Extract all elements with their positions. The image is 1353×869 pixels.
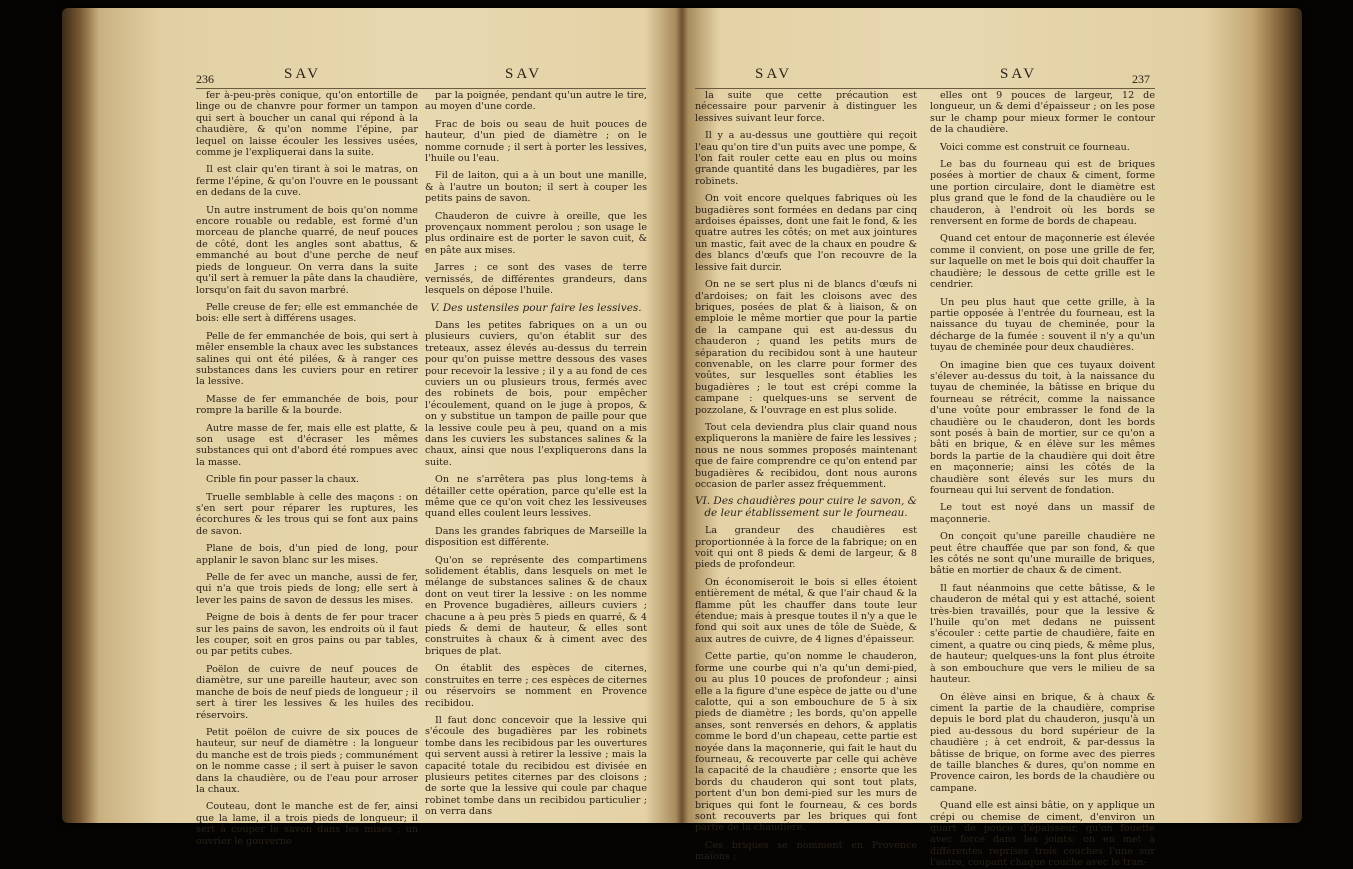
paragraph: Autre masse de fer, mais elle est platte, & son usage est d'écraser les mêmes substances qui ont d'abord été rompues avec la masse. (196, 422, 418, 468)
paragraph: Dans les petites fabriques on a un ou plusieurs cuviers, qu'on établit sur des treteaux, assez élevés au-dessus du terrein pour qu'on puisse mettre dessous des vases pour recevoir la lessive ; il y a au fond de ces cuviers un ou plusieurs trous, fermés avec des robinets de bois, pour empêcher l'écoulement, quand on le juge à propos, & on y substitue un tampon de paille pour que la lessive coule peu à peu, quand on a mis dans les cuviers les substances salines & la chaux, ainsi que nous l'expliquerons dans la suite. (425, 319, 647, 468)
paragraph: la suite que cette précaution est nécessaire pour parvenir à distinguer les lessives suivant leur force. (695, 90, 917, 124)
paragraph: On établit des espèces de citernes, construites en terre ; ces espèces de citernes ou réservoirs se nomment en Provence recibidou. (425, 663, 647, 709)
right-header-right: SAV (1000, 66, 1038, 82)
paragraph: On économiseroit le bois si elles étoient entièrement de métal, & que l'air chaud & la flamme pût les chauffer dans toute leur étendue; mais à presque toutes il n'y a que le fond qui soit aux unes de tôle de Suède, & aux autres de cuivre, de 4 lignes d'épaisseur. (695, 576, 917, 645)
paragraph: Quand elle est ainsi bâtie, on y applique un crépi ou chemise de ciment, d'environ un quart de pouce d'épaisseur, qu'on fouette avec force dans les joints; on en met à différentes reprises trois couches l'une sur l'autre, coupant chaque couche avec le tran- (930, 800, 1155, 869)
section-heading: V. Des ustensiles pour faire les lessives. (430, 301, 642, 314)
paragraph: Plane de bois, d'un pied de long, pour applanir le savon blanc sur les mises. (196, 543, 418, 566)
left-header-right: SAV (505, 66, 543, 82)
right-column-1 (695, 90, 918, 863)
paragraph: Le tout est noyé dans un massif de maçonnerie. (930, 502, 1155, 525)
paragraph: Il est clair qu'en tirant à soi le matras, on ferme l'épine, & qu'on l'ouvre en le poussant en dedans de la cuve. (196, 164, 418, 199)
paragraph: Chauderon de cuivre à oreille, que les provençaux nomment perolou ; son usage le plus ordinaire est de porter le savon cuit, & en pâte aux mises. (425, 210, 647, 256)
paragraph: On ne s'arrêtera pas plus long-tems à détailler cette opération, parce qu'elle est la même que ce qu'on voit chez les lessiveuses quand elles coulent leurs lessives. (425, 474, 647, 520)
paragraph: On voit encore quelques fabriques où les bugadières sont formées en dedans par cinq ardoises épaisses, dont une fait le fond, & les quatre autres les côtés; on met aux jointures un mastic, fait avec de la chaux en poudre & des blancs d'œufs que l'on recouvre de la lessive fait durcir. (695, 193, 917, 273)
paragraph: On ne se sert plus ni de blancs d'œufs ni d'ardoises; on fait les cloisons avec des briques, posées de plat & à liaison, & on emploie le même mortier que pour la partie de la campane qui est au-dessus du chauderon ; quand les petits murs de séparation du recibidou sont à une hauteur convenable, on les clarre pour former des voûtes, sur lesquelles sont établies les bugadières ; le tout est crépi comme la campane : quelques-uns se servent de pozzolane, & l'ouvrage en est plus solide. (695, 279, 917, 416)
paragraph: Il faut néanmoins que cette bâtisse, & le chauderon de métal qui y est attaché, soient très-bien travaillés, pour que la lessive & l'huile qu'on met dedans ne puissent s'écouler : cette partie de chaudière, faite en ciment, a quatre ou cinq pieds, & même plus, de hauteur; quelques-uns la font plus étroite à son embouchure que vers le milieu de sa hauteur. (930, 582, 1155, 686)
paragraph: Quand cet entour de maçonnerie est élevée comme il convient, on pose une grille de fer, sur laquelle on met le bois qui doit chauffer la chaudière; le dessous de cette grille est le cendrier. (930, 233, 1155, 291)
left-column-2 (425, 90, 647, 818)
paragraph: Cette partie, qu'on nomme le chauderon, forme une courbe qui n'a qu'un demi-pied, ou au plus 10 pouces de profondeur ; ainsi elle a la figure d'une espèce de jatte ou d'une calotte, qui a son embouchure de 5 à six pieds de diamètre ; les bords, qu'on appelle anses, sont renversés en dehors, & applatis comme le bord d'un chapeau, cette partie est noyée dans la maçonnerie, qui fait le haut du fourneau, & recouverte par celle qui achève la capacité de la chaudière ; ensorte que les bords du chauderon qui sont tout plats, portent d'un bon demi-pied sur les murs de briques qui font le fourneau, & ces bords sont recouverts par les briques qui font partie de la chaudière. (695, 651, 917, 834)
paragraph: Peigne de bois à dents de fer pour tracer sur les pains de savon, les endroits où il faut les couper, soit en gros pains ou par tables, ou par petits cubes. (196, 612, 418, 658)
left-header-left: SAV (284, 66, 322, 82)
paragraph: par la poignée, pendant qu'un autre le tire, au moyen d'une corde. (425, 90, 647, 113)
paragraph: Couteau, dont le manche est de fer, ainsi que la lame, il a trois pieds de longueur; il sert à couper le savon dans les mises ; un ouvrier le gouverne (196, 801, 418, 847)
paragraph: Un autre instrument de bois qu'on nomme encore rouable ou redable, est formé d'un morceau de planche quarré, de neuf pouces de côté, dont les angles sont abattus, & emmanché au bout d'une perche de neuf pieds de longueur. On verra dans la suite qu'il sert à remuer la pâte dans la chaudière, lorsqu'on fait du savon marbré. (196, 204, 418, 296)
paragraph: Truelle semblable à celle des maçons : on s'en sert pour réparer les ruptures, les écorchures & les trous qui se font aux pains de savon. (196, 491, 418, 537)
paragraph: Le bas du fourneau qui est de briques posées à mortier de chaux & ciment, forme une portion circulaire, dont le diamètre est plus grand que le fond de la chaudière ou le chauderon, à l'endroit où les bords se renversent en forme de bords de chapeau. (930, 159, 1155, 228)
paragraph: Un peu plus haut que cette grille, à la partie opposée à l'entrée du fourneau, est la naissance du tuyau de cheminée, pour la décharge de la fumée : souvent il n'y a qu'un tuyau de cheminée pour deux chaudières. (930, 296, 1155, 354)
right-header-left: SAV (755, 66, 793, 82)
paragraph: Pelle de fer emmanchée de bois, qui sert à mêler ensemble la chaux avec les substances salines qui ont été pilées, & à ranger ces substances dans les cuviers pour en retirer la lessive. (196, 330, 418, 388)
paragraph: On élève ainsi en brique, & à chaux & ciment la partie de la chaudière, comprise depuis le bord plat du chauderon, jusqu'à un pied au-dessous du bord supérieur de la chaudière ; à cet endroit, & par-dessus la bâtisse de brique, on forme avec des pierres de taille blanches & dures, qu'on nomme en Provence cairon, les bords de la chaudière ou campane. (930, 691, 1155, 794)
paragraph: fer à-peu-près conique, qu'on entortille de linge ou de chanvre pour former un tampon qui sert à boucher un canal qui répond à la chaudière, & qu'on nomme l'épine, par lequel on laisse écouler les lessives usées, comme je l'expliquerai dans la suite. (196, 90, 418, 159)
paragraph: Fil de laiton, qui a à un bout une manille, & à l'autre un bouton; il sert à couper les petits pains de savon. (425, 170, 647, 205)
paragraph: Crible fin pour passer la chaux. (206, 474, 360, 486)
paragraph: Tout cela deviendra plus clair quand nous expliquerons la manière de faire les lessives ; nous ne nous sommes proposés maintenant que de faire comprendre ce qu'on entend par bugadières & recibidou, dont nous aurons occasion de parler assez fréquemment. (695, 421, 917, 490)
right-page-number: 237 (1132, 72, 1150, 86)
left-column-1 (196, 90, 418, 847)
paragraph: Voici comme est construit ce fourneau. (940, 141, 1130, 153)
left-header-rule (196, 88, 646, 89)
paragraph: Pelle creuse de fer; elle est emmanchée de bois: elle sert à différens usages. (196, 301, 418, 325)
right-column-2 (930, 90, 1155, 869)
left-page-number: 236 (196, 72, 214, 86)
paragraph: On imagine bien que ces tuyaux doivent s'élever au-dessus du toit, à la naissance du tuyau de cheminée, la bâtisse en brique du fourneau se rétrécit, comme la naissance d'une voûte pour embrasser le fond de la chaudière ou le chauderon, dont les bords sont posés à bain de mortier, sur ce qu'on a bâti en brique, & en élève sur les mêmes bords la partie de la chaudière qui doit être en maçonnerie; ainsi les côtés de la chaudière sont élevés sur les murs du fourneau qui lui servent de fondation. (930, 359, 1155, 496)
paragraph: Masse de fer emmanchée de bois, pour rompre la barille & la bourde. (196, 393, 418, 417)
paragraph: La grandeur des chaudières est proportionnée à la force de la fabrique; on en voit qui ont 8 pieds & demi de largeur, & 8 pieds de profondeur. (695, 525, 918, 571)
right-header-rule (695, 88, 1155, 89)
paragraph: Poëlon de cuivre de neuf pouces de diamètre, sur une pareille hauteur, avec son manche de bois de neuf pieds de longueur ; il sert à tirer les lessives & les huiles des réservoirs. (196, 663, 418, 721)
paragraph: elles ont 9 pouces de largeur, 12 de longueur, un & demi d'épaisseur ; on les pose sur le champ pour mieux former le contour de la chaudière. (930, 90, 1155, 136)
paragraph: On conçoit qu'une pareille chaudière ne peut être chauffée que par son fond, & que les côtés ne sont qu'une muraille de briques, bâtie en mortier de chaux & de ciment. (930, 531, 1155, 577)
section-heading: VI. Des chaudières pour cuire le savon, & de leur établissement sur le fourneau. (695, 495, 918, 519)
paragraph: Il y a au-dessus une gouttière qui reçoit l'eau qu'on tire d'un puits avec une pompe, & l'on fait rouler cette eau en plus ou moins grande quantité dans les bugadières, par les robinets. (695, 130, 917, 187)
paragraph: Ces briques se nomment en Provence maïons ; (695, 839, 917, 863)
paragraph: Il faut donc concevoir que la lessive qui s'écoule des bugadières par les robinets tombe dans les recibidous par les ouvertures qui servent aussi à retirer la lessive ; mais la capacité totale du recibidou est divisée en plusieurs petites citernes par des cloisons ; de sorte que la lessive qui coule par chaque robinet tombe dans un recibidou particulier ; on verra dans (425, 714, 647, 818)
paragraph: Dans les grandes fabriques de Marseille la disposition est différente. (425, 525, 647, 549)
paragraph: Frac de bois ou seau de huit pouces de hauteur, d'un pied de diamètre ; on le nomme cornude ; il sert à porter les lessives, l'huile ou l'eau. (425, 118, 647, 165)
paragraph: Jarres ; ce sont des vases de terre vernissés, de différentes grandeurs, dans lesquels on dépose l'huile. (425, 262, 647, 297)
paragraph: Pelle de fer avec un manche, aussi de fer, qui n'a que trois pieds de long; elle sert à lever les pains de savon de dessus les mises. (196, 572, 418, 606)
paragraph: Petit poëlon de cuivre de six pouces de hauteur, sur neuf de diamètre : la longueur du manche est de trois pieds ; communément on le nomme casse ; il sert à puiser le savon dans la chaudière, ou de l'eau pour arroser la chaux. (196, 726, 418, 795)
paragraph: Qu'on se représente des compartimens solidement établis, dans lesquels on met le mélange de substances salines & de chaux dont on veut tirer la lessive : on les nomme en Provence bugadières, ailleurs cuviers ; chacune a à peu près 5 pieds en quarré, & 4 pieds & demi de hauteur, & elles sont construites à chaux & à ciment avec des briques de plat. (425, 554, 647, 657)
